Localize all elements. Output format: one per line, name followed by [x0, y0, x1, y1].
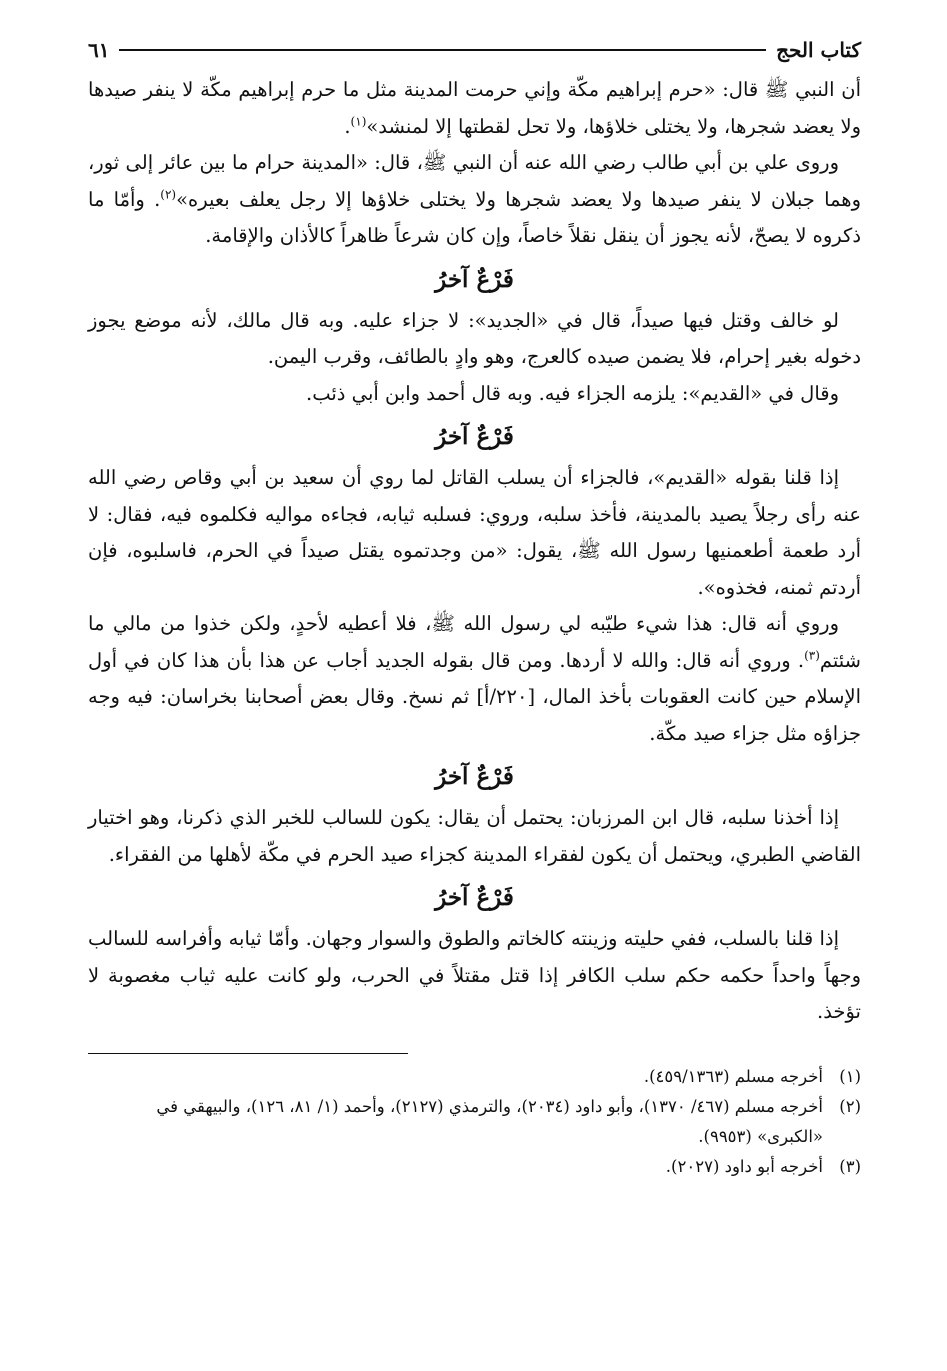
section-heading: فَرْعٌ آخرُ [435, 265, 514, 293]
header-rule [119, 49, 766, 51]
book-title: كتاب الحج [776, 38, 861, 62]
paragraph-text: . وأمّا ما ذكروه لا يصحّ، لأنه يجوز أن ينقل نقلاً خاصاً، وإن كان شرعاً ظاهراً كالأذان والإقامة. [88, 187, 861, 247]
paragraph-text: . [344, 114, 351, 138]
footnote-ref[interactable]: (١) [350, 114, 367, 128]
footnote-text: أخرجه مسلم (٤٦٧/ ١٣٧٠)، وأبو داود (٢٠٣٤)، والترمذي (٢١٢٧)، وأحمد (١/ ٨١، ١٢٦)، والبيهقي في «الكبرى» (٩٩٥٣). [156, 1096, 823, 1146]
footnote-number: (١) [839, 1066, 861, 1086]
section-heading: فَرْعٌ آخرُ [435, 763, 514, 790]
footnote [88, 1062, 861, 1092]
paragraph: وقال في «القديم»: يلزمه الجزاء فيه. وبه قال أحمد وابن أبي ذئب. [306, 381, 839, 405]
paragraph-text: وروى علي بن أبي طالب رضي الله عنه أن النبي ﷺ، قال: «المدينة حرام ما بين عائر إلى ثور، وهما جبلان لا ينفر صيدها ولا يعضد شجرها ولا يختلى خلاؤها إلا رجل يعلف بعيره» [88, 151, 861, 211]
paragraph-text: . وروي أنه قال: والله لا أردها. ومن قال بقوله الجديد أجاب عن هذا بأن هذا كان في أول الإسلام حين كانت العقوبات بأخذ المال، [٢٢٠/أ] ثم نسخ. وقال بعض أصحابنا بخراسان: فيه وجه جزاؤه مثل جزاء صيد مكّة. [88, 648, 861, 745]
section-heading: فَرْعٌ آخرُ [435, 423, 514, 450]
footnotes [88, 1062, 861, 1182]
footnote-ref[interactable]: (٢) [160, 187, 177, 201]
footnote-number: (٢) [839, 1096, 861, 1116]
paragraph: إذا قلنا بالسلب، ففي حليته وزينته كالخاتم والطوق والسوار وجهان. وأمّا ثيابه وأفراسه للسالب وجهاً واحداً حكمه حكم سلب الكافر إذا قتل مقتلاً في الحرب، ولو كانت عليه ثياب مغصوبة لا تؤخذ. [88, 927, 861, 1023]
paragraph-text: أن النبي ﷺ قال: «حرم إبراهيم مكّة وإني حرمت المدينة مثل ما حرم إبراهيم مكّة لا ينفر صيدها ولا يعضد شجرها، ولا يختلى خلاؤها، ولا تحل لقطتها إلا لمنشد» [88, 78, 861, 138]
page-number: ٦١ [88, 38, 110, 62]
paragraph [88, 72, 861, 145]
footnote-text: أخرجه مسلم (٤٥٩/١٣٦٣). [643, 1066, 823, 1086]
footnote [88, 1152, 861, 1182]
footnote-separator [88, 1053, 408, 1054]
paragraph [88, 145, 861, 255]
paragraph: لو خالف وقتل فيها صيداً، قال في «الجديد»: لا جزاء عليه. وبه قال مالك، لأنه موضع يجوز دخوله بغير إحرام، فلا يضمن صيده كالعرج، وهو وادٍ بالطائف، وقرب اليمن. [88, 308, 861, 368]
paragraph [88, 606, 861, 752]
section-heading: فَرْعٌ آخرُ [435, 884, 514, 911]
paragraph-text: وروي أنه قال: هذا شيء طيّبه لي رسول الله ﷺ، فلا أعطيه لأحدٍ، ولكن خذوا من مالي ما شئتم [88, 612, 861, 672]
paragraph: إذا قلنا بقوله «القديم»، فالجزاء أن يسلب القاتل لما روي أن سعيد بن أبي وقاص رضي الله عنه رأى رجلاً يصيد بالمدينة، فأخذ سلبه، وروي: فسلبه ثيابه، فجاءه مواليه فكلموه فيه، فقال: لا أرد طعمة أطعمنيها رسول الله ﷺ، يقول: «من وجدتموه يقتل صيداً في الحرم، فاسلبوه، فإن أردتم ثمنه، فخذوه». [88, 466, 861, 599]
book-page [88, 28, 861, 1348]
footnote-text: أخرجه أبو داود (٢٠٢٧). [665, 1156, 823, 1176]
footnote-ref[interactable]: (٣) [804, 648, 820, 662]
running-header [88, 28, 861, 72]
paragraph: إذا أخذنا سلبه، قال ابن المرزبان: يحتمل أن يقال: يكون للسالب للخبر الذي ذكرنا، وهو اختيار القاضي الطبري، ويحتمل أن يكون لفقراء المدينة كجزاء صيد الحرم في مكّة لأهلها من الفقراء. [88, 806, 861, 866]
footnote [88, 1092, 861, 1152]
footnote-number: (٣) [839, 1156, 861, 1176]
